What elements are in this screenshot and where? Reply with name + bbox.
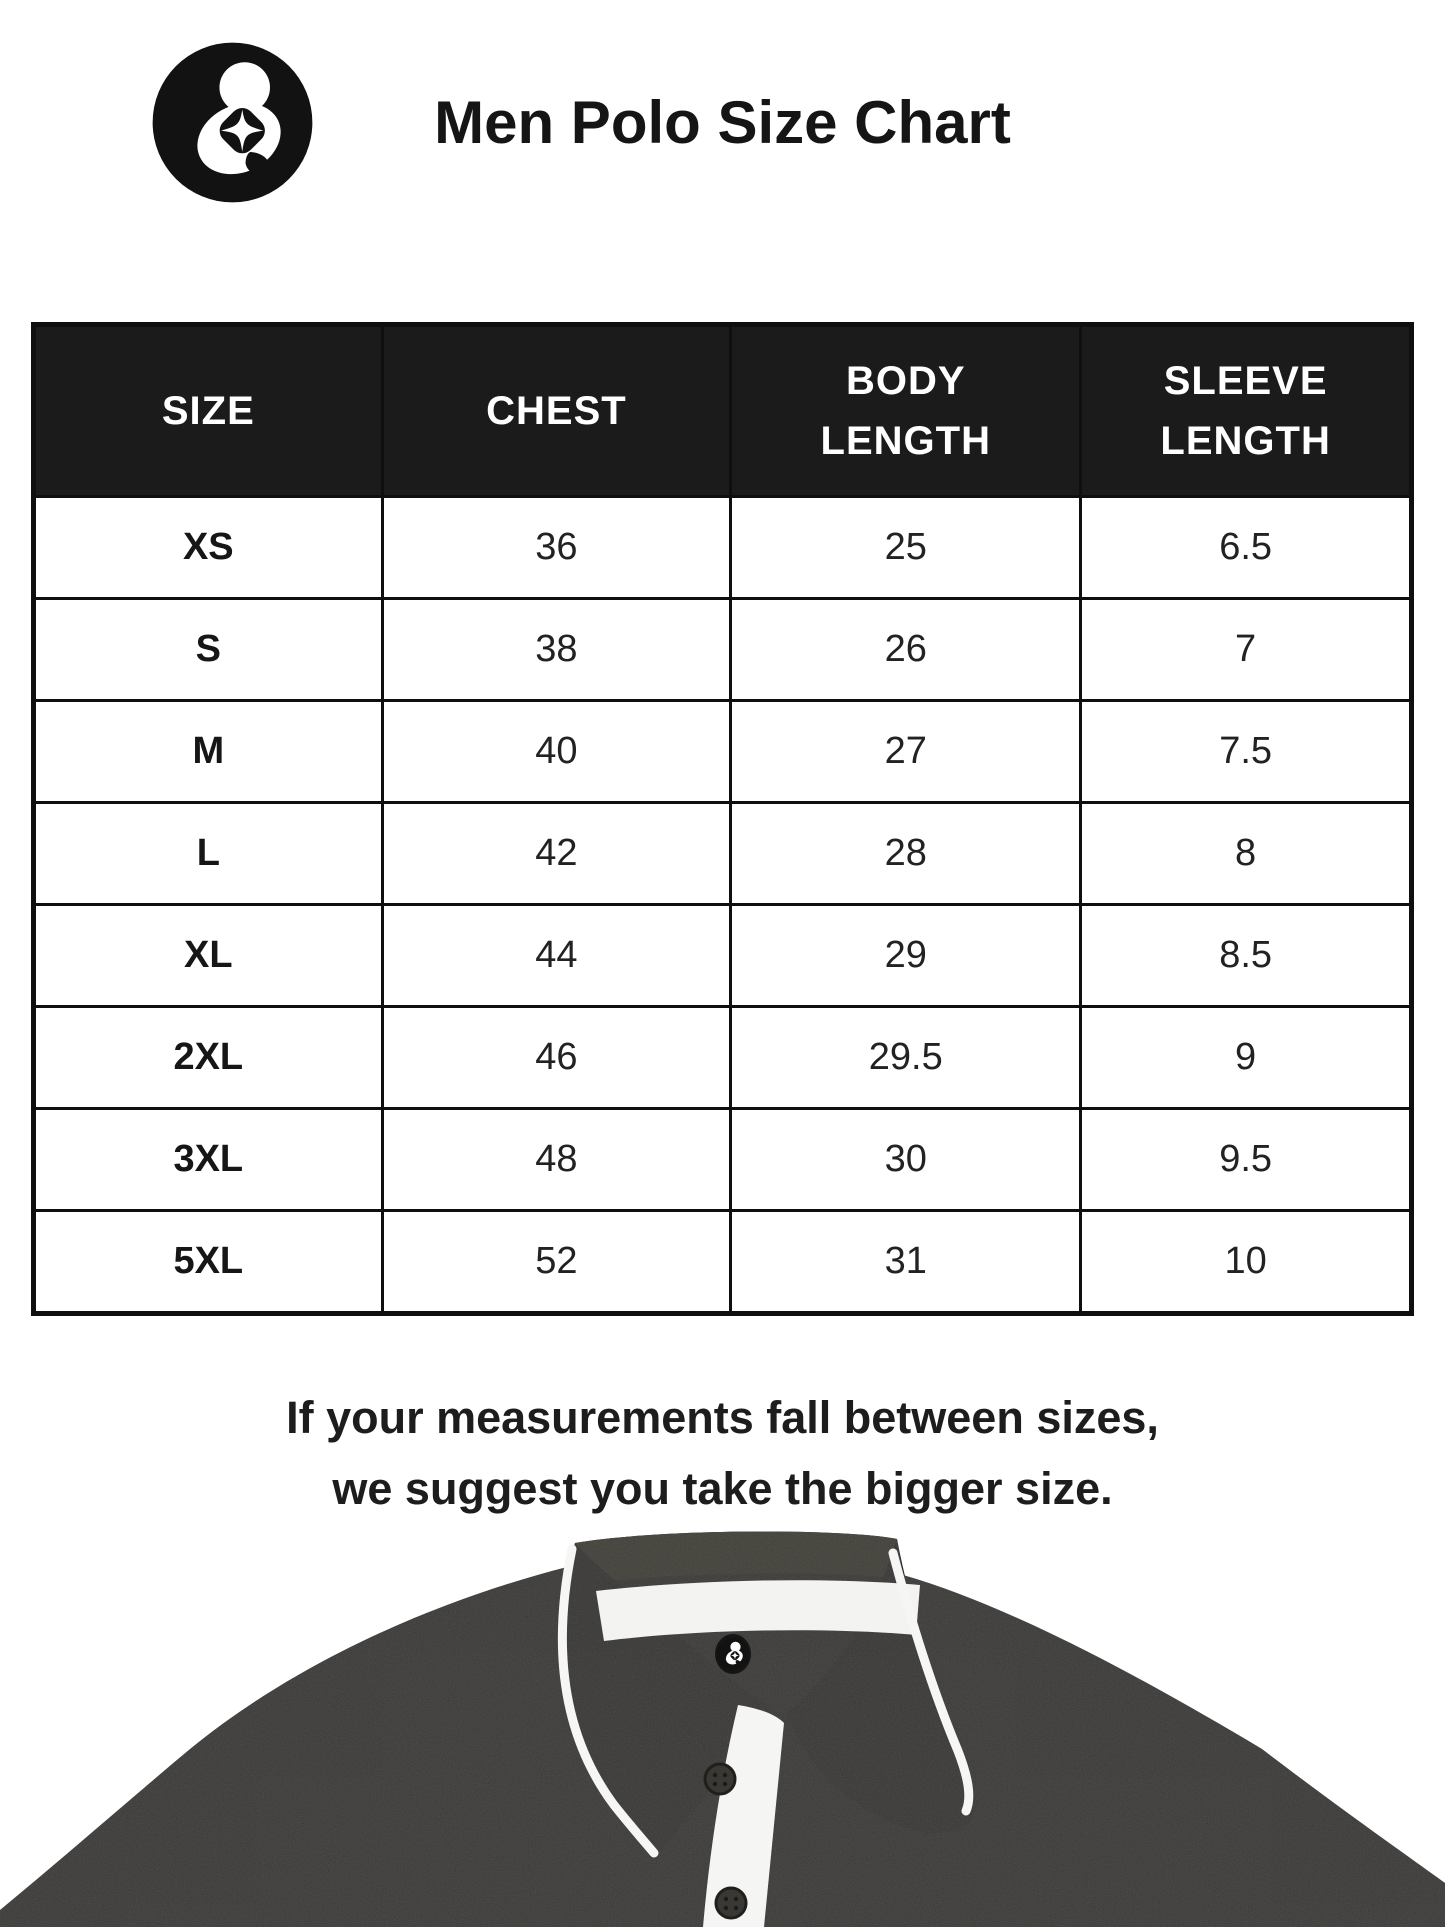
size-row-s [34, 599, 1412, 701]
brand-tag-logo [717, 1638, 749, 1670]
size-row-5xl [34, 1211, 1412, 1314]
polo-shirt-photo [0, 1527, 1445, 1927]
size-row-xs [34, 497, 1412, 599]
body-length-cell: 31 [731, 1211, 1081, 1314]
size-row-xl [34, 905, 1412, 1007]
size-cell: S [34, 599, 383, 701]
size-row-m [34, 701, 1412, 803]
column-header-size: SIZE [34, 325, 383, 497]
chest-cell: 40 [382, 701, 731, 803]
sizing-note-line1: If your measurements fall between sizes, [286, 1392, 1159, 1443]
chest-cell: 46 [382, 1007, 731, 1109]
sleeve-length-cell: 9.5 [1081, 1109, 1412, 1211]
size-cell: 3XL [34, 1109, 383, 1211]
column-header-sleeve-length: SLEEVE LENGTH [1081, 325, 1412, 497]
body-length-cell: 29 [731, 905, 1081, 1007]
body-length-cell: 25 [731, 497, 1081, 599]
size-cell: XS [34, 497, 383, 599]
chest-cell: 42 [382, 803, 731, 905]
sleeve-length-cell: 8.5 [1081, 905, 1412, 1007]
sleeve-length-cell: 8 [1081, 803, 1412, 905]
page-title: Men Polo Size Chart [434, 89, 1011, 156]
sleeve-length-cell: 9 [1081, 1007, 1412, 1109]
size-row-2xl [34, 1007, 1412, 1109]
chest-cell: 48 [382, 1109, 731, 1211]
body-length-cell: 30 [731, 1109, 1081, 1211]
sleeve-length-cell: 7 [1081, 599, 1412, 701]
body-length-cell: 29.5 [731, 1007, 1081, 1109]
sizing-note-line2: we suggest you take the bigger size. [332, 1463, 1113, 1515]
size-cell: 2XL [34, 1007, 383, 1109]
body-length-cell: 27 [731, 701, 1081, 803]
size-row-l [34, 803, 1412, 905]
placket-button-top [705, 1764, 735, 1794]
size-cell: XL [34, 905, 383, 1007]
size-chart-table [31, 322, 1414, 1316]
sleeve-length-cell: 10 [1081, 1211, 1412, 1314]
placket-button-bottom [716, 1888, 746, 1918]
column-header-chest: CHEST [382, 325, 731, 497]
chest-cell: 38 [382, 599, 731, 701]
chest-cell: 36 [382, 497, 731, 599]
header-row [34, 325, 1412, 497]
body-length-cell: 28 [731, 803, 1081, 905]
body-length-cell: 26 [731, 599, 1081, 701]
size-cell: M [34, 701, 383, 803]
chest-cell: 44 [382, 905, 731, 1007]
size-row-3xl [34, 1109, 1412, 1211]
size-cell: 5XL [34, 1211, 383, 1314]
sleeve-length-cell: 7.5 [1081, 701, 1412, 803]
chest-cell: 52 [382, 1211, 731, 1314]
sizing-note [0, 1382, 1445, 1524]
sleeve-length-cell: 6.5 [1081, 497, 1412, 599]
column-header-body-length: BODY LENGTH [731, 325, 1081, 497]
size-cell: L [34, 803, 383, 905]
